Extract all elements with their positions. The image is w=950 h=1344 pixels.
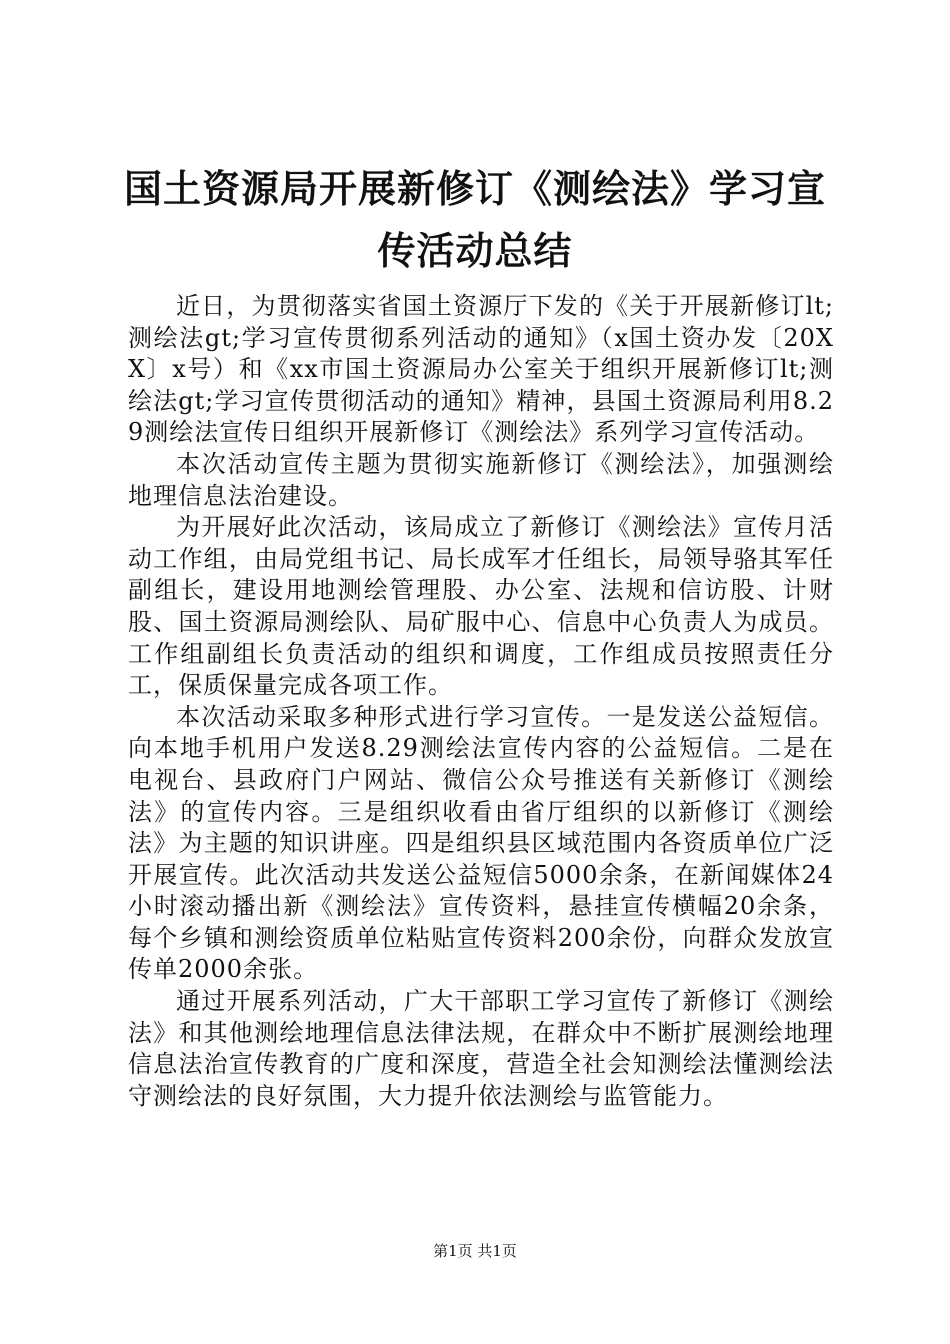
paragraph-4: 本次活动采取多种形式进行学习宣传。一是发送公益短信。向本地手机用户发送8.29测绘法宣传内容的公益短信。二是在电视台、县政府门户网站、微信公众号推送有关新修订《测绘法》的宣传内容。三是组织收看由省厅组织的以新修订《测绘法》为主题的知识讲座。四是组织县区域范围内各资质单位广泛开展宣传。此次活动共发送公益短信5000余条，在新闻媒体24小时滚动播出新《测绘法》宣传资料，悬挂宣传横幅20余条，每个乡镇和测绘资质单位粘贴宣传资料200余份，向群众发放宣传单2000余张。 xyxy=(128,702,834,984)
paragraph-3: 为开展好此次活动，该局成立了新修订《测绘法》宣传月活动工作组，由局党组书记、局长成军才任组长，局领导骆其军任副组长，建设用地测绘管理股、办公室、法规和信访股、计财股、国土资源局测绘队、局矿服中心、信息中心负责人为成员。工作组副组长负责活动的组织和调度，工作组成员按照责任分工，保质保量完成各项工作。 xyxy=(128,513,834,700)
paragraph-5: 通过开展系列活动，广大干部职工学习宣传了新修订《测绘法》和其他测绘地理信息法律法规，在群众中不断扩展测绘地理信息法治宣传教育的广度和深度，营造全社会知测绘法懂测绘法守测绘法的良好氛围，大力提升依法测绘与监管能力。 xyxy=(128,987,834,1110)
document-title: 国土资源局开展新修订《测绘法》学习宣传活动总结 xyxy=(123,167,826,273)
document-body xyxy=(128,291,834,1112)
page-footer: 第1页 共1页 xyxy=(433,1242,517,1260)
paragraph-2: 本次活动宣传主题为贯彻实施新修订《测绘法》，加强测绘地理信息法治建设。 xyxy=(128,449,834,510)
paragraph-1: 近日，为贯彻落实省国土资源厅下发的《关于开展新修订lt;测绘法gt;学习宣传贯彻系列活动的通知》（x国土资办发〔20XX〕x号）和《xx市国土资源局办公室关于组织开展新修订lt;测绘法gt;学习宣传贯彻活动的通知》精神，县国土资源局利用8.29测绘法宣传日组织开展新修订《测绘法》系列学习宣传活动。 xyxy=(128,292,834,447)
